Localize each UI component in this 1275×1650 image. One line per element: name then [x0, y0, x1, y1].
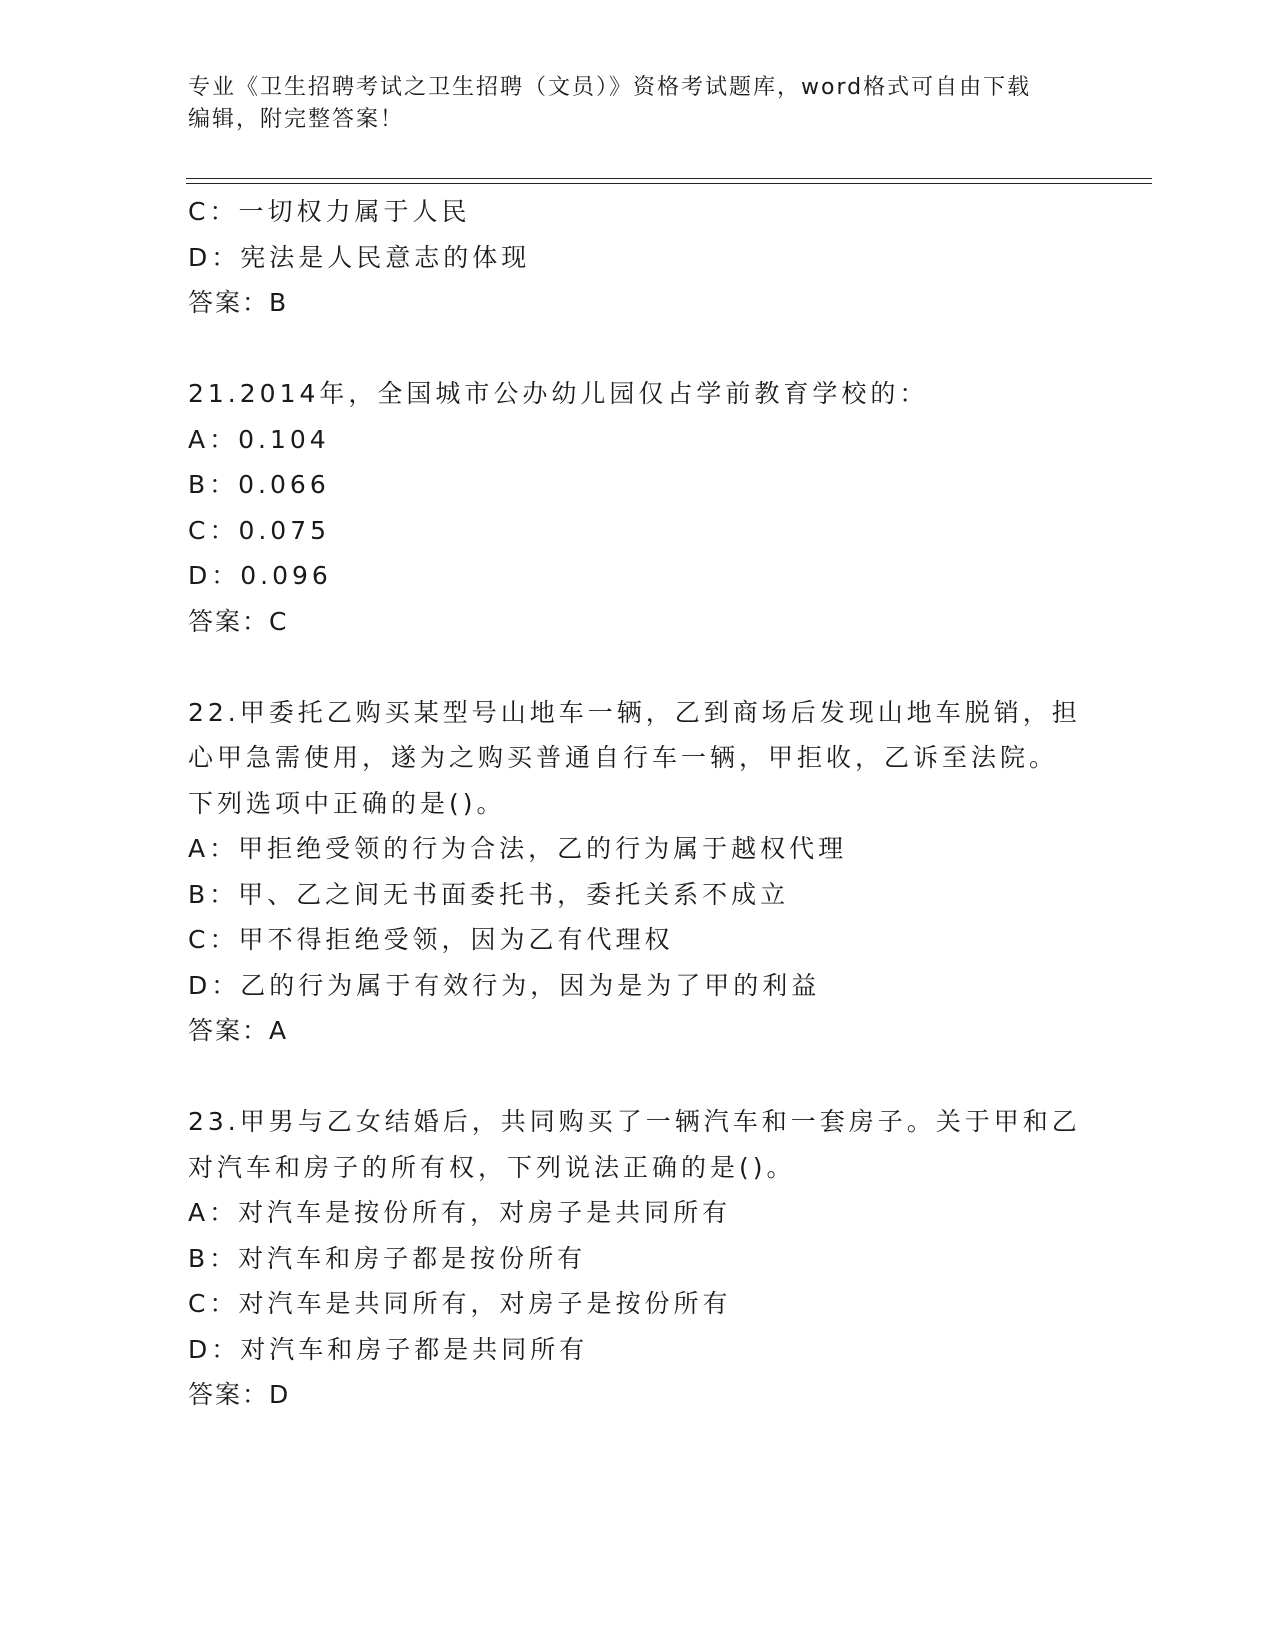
question-stem: 心甲急需使用，遂为之购买普通自行车一辆，甲拒收，乙诉至法院。 — [188, 743, 1059, 772]
option-d: D：宪法是人民意志的体现 — [188, 242, 531, 272]
option-a: A：0.104 — [188, 424, 330, 454]
option-c: C：对汽车是共同所有，对房子是按份所有 — [188, 1289, 732, 1318]
spacer — [188, 326, 1088, 372]
answer-line: 答案：A — [188, 1016, 289, 1045]
option-c: C：甲不得拒绝受领，因为乙有代理权 — [188, 925, 674, 954]
question-content — [188, 189, 1088, 1418]
answer-line: 答案：D — [188, 1380, 291, 1409]
header-divider-top — [186, 178, 1152, 179]
option-a: A：对汽车是按份所有，对房子是共同所有 — [188, 1198, 732, 1227]
option-c: C：一切权力属于人民 — [188, 197, 471, 226]
option-b: B：甲、乙之间无书面委托书，委托关系不成立 — [188, 879, 790, 909]
spacer — [188, 1054, 1088, 1100]
option-a: A：甲拒绝受领的行为合法，乙的行为属于越权代理 — [188, 834, 848, 863]
option-b: B：对汽车和房子都是按份所有 — [188, 1243, 587, 1273]
spacer — [188, 644, 1088, 690]
prev-question-block — [188, 189, 1088, 326]
option-d: D：0.096 — [188, 561, 332, 590]
question-stem: 下列选项中正确的是()。 — [188, 788, 506, 818]
document-header — [188, 72, 1088, 136]
option-d: D：乙的行为属于有效行为，因为是为了甲的利益 — [188, 970, 821, 1000]
answer-line: 答案：C — [188, 606, 289, 636]
header-divider-bottom — [186, 183, 1152, 184]
header-line-1: 专业《卫生招聘考试之卫生招聘（文员）》资格考试题库，word格式可自由下载 — [188, 75, 1032, 100]
question-stem: 21.2014年，全国城市公办幼儿园仅占学前教育学校的： — [188, 379, 929, 408]
header-line-2: 编辑，附完整答案！ — [188, 107, 405, 132]
question-21 — [188, 371, 1088, 644]
answer-line: 答案：B — [188, 288, 289, 317]
option-d: D：对汽车和房子都是共同所有 — [188, 1334, 589, 1364]
question-stem: 对汽车和房子的所有权，下列说法正确的是()。 — [188, 1152, 796, 1182]
question-stem: 22.甲委托乙购买某型号山地车一辆，乙到商场后发现山地车脱销，担 — [188, 697, 1081, 727]
option-c: C：0.075 — [188, 515, 331, 545]
question-22 — [188, 690, 1088, 1054]
question-23 — [188, 1099, 1088, 1418]
question-stem: 23.甲男与乙女结婚后，共同购买了一辆汽车和一套房子。关于甲和乙 — [188, 1107, 1081, 1136]
option-b: B：0.066 — [188, 470, 330, 499]
